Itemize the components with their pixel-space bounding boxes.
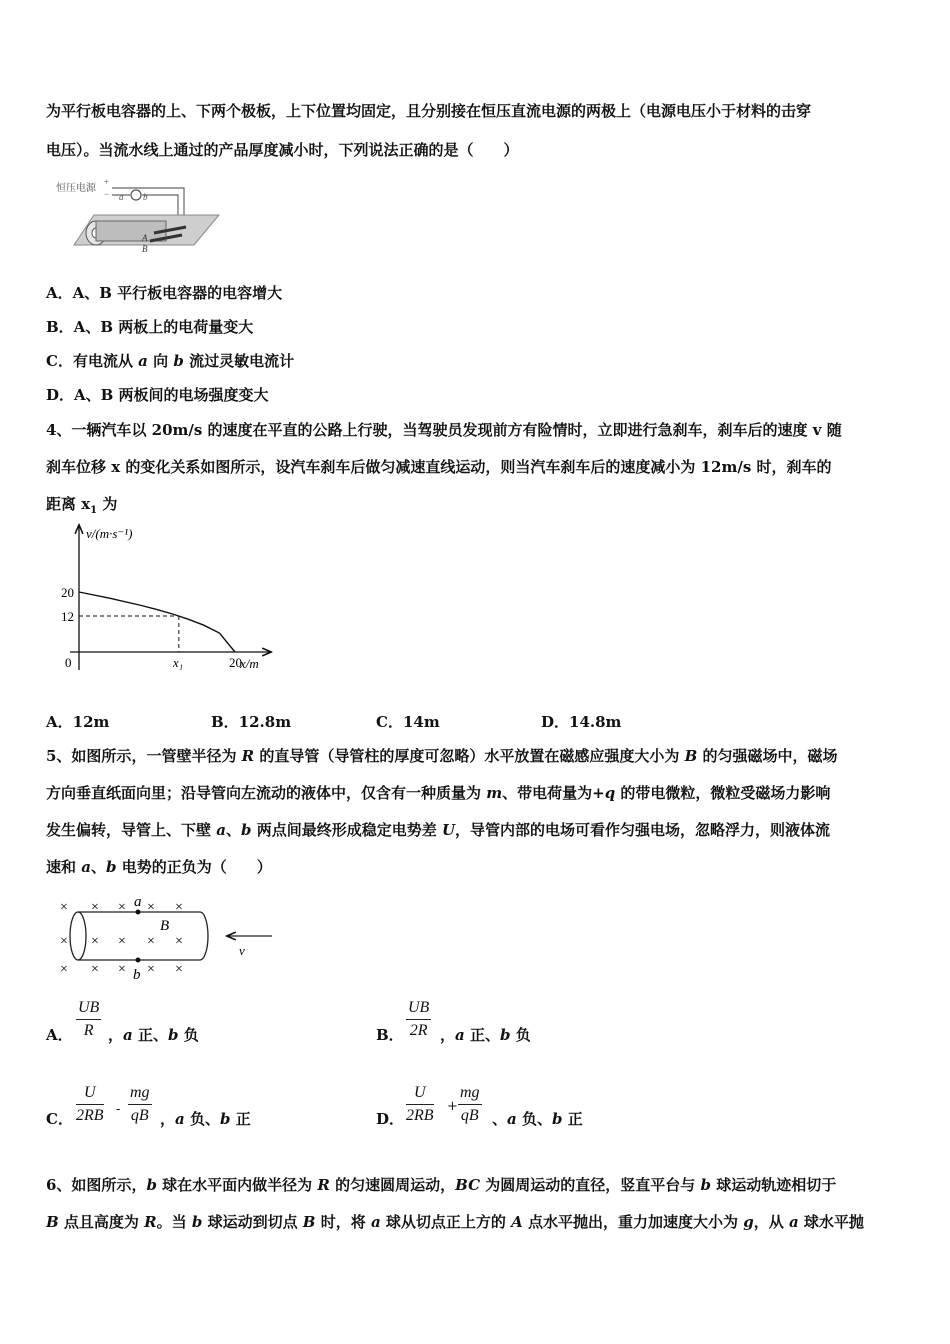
field-cross: ×: [175, 900, 183, 915]
field-cross: ×: [175, 962, 183, 977]
field-cross: ×: [60, 962, 68, 977]
y-axis-label: v/(m·s⁻¹): [86, 526, 133, 541]
field-cross: ×: [60, 934, 68, 949]
source-label: 恒压电源: [56, 183, 96, 194]
q4-option-b: B．12.8m: [211, 713, 292, 731]
q3-stem-line-2: 电压）。当流水线上通过的产品厚度减小时，下列说法正确的是（ ）: [46, 141, 519, 159]
q5-option-d-operator: +: [447, 1099, 458, 1114]
y-tick-label: 12: [61, 609, 74, 624]
q5-option-c-sign: ，a 负、b 正: [160, 1110, 251, 1128]
plate-a-label: A: [142, 233, 148, 243]
q3-option-c: C．有电流从 a 向 b 流过灵敏电流计: [46, 352, 295, 370]
pipe-end: [70, 912, 86, 960]
q4-stem-line-3: 距离 $x_1$ 为: [46, 495, 118, 516]
q5-option-d-fraction-1: $\frac{U}{2RB}$: [406, 1084, 434, 1124]
q5-option-c-operator: -: [116, 1102, 121, 1117]
terminal-a-label: a: [119, 192, 124, 202]
q5-option-d-label: D．: [376, 1110, 405, 1128]
q5-stem-line-2: 方向垂直纸面向里；沿导管向左流动的液体中，仅含有一种质量为 m、带电荷量为+q 的带电微粒，微粒受磁场力影响: [46, 784, 831, 802]
q5-option-c-fraction-2: $\frac{mg}{qB}$: [130, 1084, 150, 1124]
field-cross: ×: [175, 934, 183, 949]
field-cross: ×: [147, 900, 155, 915]
field-cross: ×: [118, 900, 126, 915]
x-tick-label: 20: [229, 655, 242, 670]
minus-sign: −: [104, 189, 110, 199]
x-tick-label: x₁: [172, 655, 184, 670]
velocity-label: v: [239, 943, 245, 958]
q5-option-a-fraction: $\frac{UB}{R}$: [78, 999, 100, 1039]
field-cross: ×: [91, 900, 99, 915]
q5-option-b-fraction: $\frac{UB}{2R}$: [408, 999, 430, 1039]
origin-label: 0: [65, 655, 72, 670]
field-cross: ×: [118, 934, 126, 949]
q5-stem-line-1: 5、如图所示，一管壁半径为 R 的直导管（导管柱的厚度可忽略）水平放置在磁感应强度大小为 B 的匀强磁场中，磁场: [46, 747, 838, 765]
velocity-curve: [79, 592, 235, 652]
q5-option-c-fraction-1: $\frac{U}{2RB}$: [76, 1084, 104, 1124]
q4-option-a: A．12m: [46, 713, 110, 731]
q5-stem-line-4: 速和 a、b 电势的正负为（ ）: [46, 858, 272, 876]
field-cross: ×: [91, 934, 99, 949]
q6-stem-line-2: B 点且高度为 R。当 b 球运动到切点 B 时，将 a 球从切点正上方的 A 点水平抛出，重力加速度大小为 g，从 a 球水平抛: [46, 1213, 864, 1231]
plus-sign: +: [104, 177, 110, 187]
q4-stem-line-2: 刹车位移 x 的变化关系如图所示，设汽车刹车后做匀减速直线运动，则当汽车刹车后的速度减小为 12m/s 时，刹车的: [46, 458, 832, 476]
y-tick-label: 20: [61, 585, 74, 600]
q3-option-d: D．A、B 两板间的电场强度变大: [46, 386, 269, 404]
q6-stem-line-1: 6、如图所示，b 球在水平面内做半径为 R 的匀速圆周运动，BC 为圆周运动的直径，竖直平台与 b 球运动轨迹相切于: [46, 1176, 837, 1194]
q3-option-a: A．A、B 平行板电容器的电容增大: [46, 284, 283, 302]
q5-option-a-sign: ，a 正、b 负: [108, 1026, 199, 1044]
x-axis-label: x/m: [240, 656, 259, 671]
q5-option-c-label: C．: [46, 1110, 73, 1128]
q5-pipe-magnetic-field-figure: [52, 890, 282, 982]
plate-b-label: B: [142, 244, 148, 254]
q3-option-b: B．A、B 两板上的电荷量变大: [46, 318, 254, 336]
field-cross: ×: [147, 962, 155, 977]
point-a-label: a: [134, 894, 142, 910]
point-b-label: b: [133, 967, 141, 982]
q3-capacitor-figure: [54, 175, 224, 255]
point-b: [136, 958, 141, 963]
field-cross: ×: [118, 962, 126, 977]
q4-stem-line-1: 4、一辆汽车以 20m/s 的速度在平直的公路上行驶，当驾驶员发现前方有险情时，立即进行急刹车，刹车后的速度 v 随: [46, 421, 842, 439]
q4-option-c: C．14m: [376, 713, 440, 731]
q4-velocity-displacement-chart: [50, 520, 280, 685]
point-a: [136, 910, 141, 915]
q5-option-d-sign: 、a 负、b 正: [492, 1110, 583, 1128]
q4-option-d: D．14.8m: [541, 713, 622, 731]
product-sheet: [96, 221, 166, 241]
q5-stem-line-3: 发生偏转，导管上、下壁 a、b 两点间最终形成稳定电势差 U，导管内部的电场可看作匀强电场，忽略浮力，则液体流: [46, 821, 831, 839]
q3-stem-line-1: 为平行板电容器的上、下两个极板，上下位置均固定，且分别接在恒压直流电源的两极上（电源电压小于材料的击穿: [46, 102, 812, 120]
field-cross: ×: [91, 962, 99, 977]
field-cross: ×: [147, 934, 155, 949]
terminal-b-label: b: [143, 192, 148, 202]
q5-option-b-label: B．: [376, 1026, 404, 1044]
q5-option-b-sign: ，a 正、b 负: [440, 1026, 531, 1044]
q5-option-a-label: A．: [46, 1026, 73, 1044]
q5-option-d-fraction-2: $\frac{mg}{qB}$: [460, 1084, 480, 1124]
field-b-label: B: [160, 918, 170, 934]
field-cross: ×: [60, 900, 68, 915]
galvanometer-icon: [131, 190, 141, 200]
